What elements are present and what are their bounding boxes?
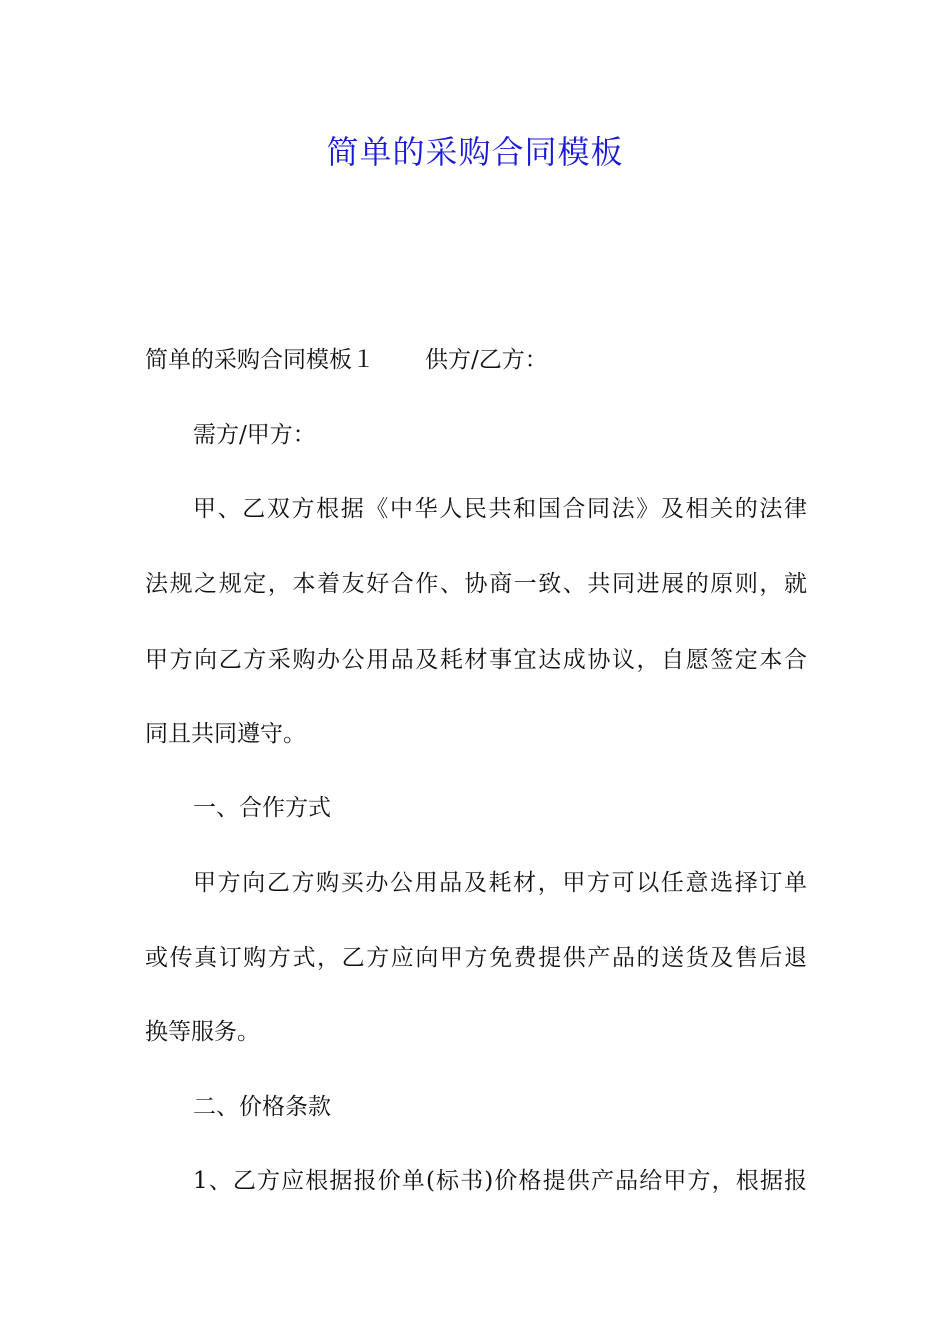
paragraph-line: 1、乙方应根据报价单(标书)价格提供产品给甲方，根据报 (193, 1168, 807, 1194)
paragraph-line: 甲方向乙方采购办公用品及耗材事宜达成协议，自愿签定本合 (145, 647, 807, 673)
buyer-label: 需方/甲方： (193, 422, 316, 448)
first-line (145, 340, 548, 380)
paragraph-line: 换等服务。 (145, 1019, 260, 1045)
paragraph-line: 法规之规定，本着友好合作、协商一致、共同进展的原则，就 (145, 571, 807, 597)
paragraph-line: 或传真订购方式，乙方应向甲方免费提供产品的送货及售后退 (145, 945, 807, 971)
document-title: 简单的采购合同模板 (326, 133, 624, 171)
paragraph-line: 同且共同遵守。 (145, 721, 306, 747)
paragraph-line: 甲、乙双方根据《中华人民共和国合同法》及相关的法律 (193, 496, 807, 522)
paragraph-line: 甲方向乙方购买办公用品及耗材，甲方可以任意选择订单 (193, 870, 807, 896)
contract-heading: 简单的采购合同模板１ (145, 347, 375, 373)
section-heading: 二、价格条款 (193, 1094, 331, 1120)
supplier-label: 供方/乙方： (425, 347, 548, 373)
section-heading: 一、合作方式 (193, 795, 331, 821)
